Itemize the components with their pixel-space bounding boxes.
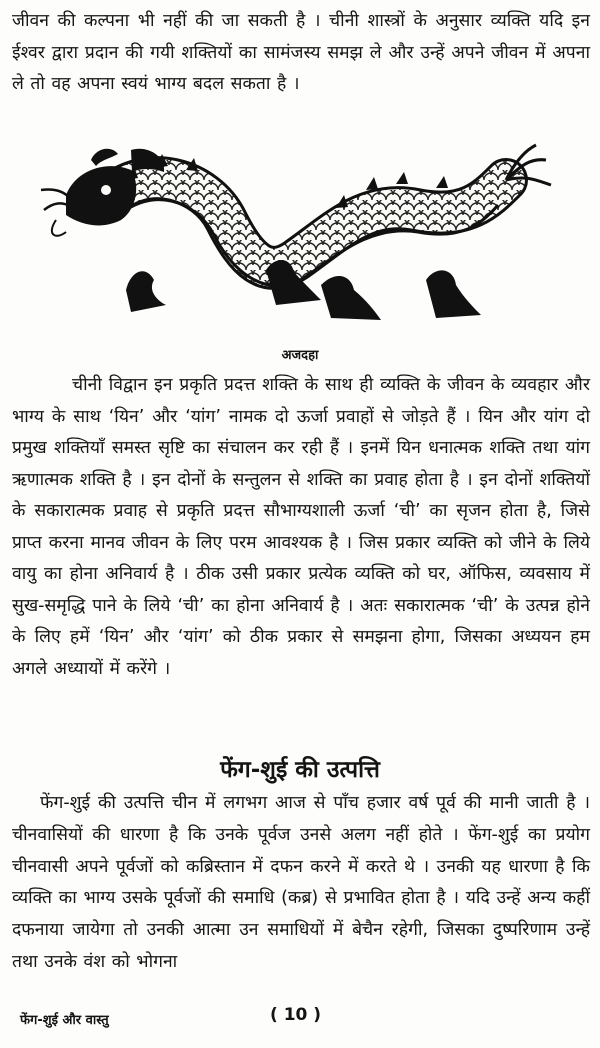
- illustration-caption: अजदहा: [281, 348, 319, 363]
- section-heading: फेंग-शुई की उत्पत्ति: [220, 757, 380, 783]
- section-paragraph: फेंग-शुई की उत्पत्ति चीन में लगभग आज से पाँच हजार वर्ष पूर्व की मानी जाती है । चीनवासियों की धारणा है कि उनके पूर्वज उनसे अलग नहीं होते । फेंग-शुई का प्रयोग चीनवासी अपने पूर्वजों को कब्रिस्तान में दफन करने में करते थे । उनकी यह धारणा है कि व्यक्ति का भाग्य उसके पूर्वजों की समाधि (कब्र) से प्रभावित होता है । यदि उन्हें अन्य कहीं दफनाया जायेगा तो उनकी आत्मा उन समाधियों में बेचैन रहेगी, जिसका दुष्परिणाम उन्हें तथा उनके वंश को भोगना: [12, 793, 590, 972]
- dragon-illustration-icon: [36, 140, 556, 340]
- page-number: ( 10 ): [270, 1005, 322, 1025]
- intro-paragraph: जीवन की कल्पना भी नहीं की जा सकती है । चीनी शास्त्रों के अनुसार व्यक्ति यदि इन ईश्वर द्वारा प्रदान की गयी शक्तियों का सामंजस्य समझ ले और उन्हें अपने जीवन में अपना ले तो वह अपना स्वयं भाग्य बदल सकता है ।: [12, 11, 590, 94]
- body-paragraph: चीनी विद्वान इन प्रकृति प्रदत्त शक्ति के साथ ही व्यक्ति के जीवन के व्यवहार और भाग्य के साथ ‘यिन’ और ‘यांग’ नामक दो ऊर्जा प्रवाहों से जोड़ते हैं । यिन और यांग दो प्रमुख शक्तियाँ समस्त सृष्टि का संचालन कर रही हैं । इनमें यिन धनात्मक शक्ति तथा यांग ऋणात्मक शक्ति है । इन दोनों के सन्तुलन से शक्ति का प्रवाह होता है । इन दोनों शक्तियों के सकारात्मक प्रवाह से प्रकृति प्रदत्त सौभाग्यशाली ऊर्जा ‘ची’ का सृजन होता है, जिसे प्राप्त करना मानव जीवन के लिए परम आवश्यक है । जिस प्रकार व्यक्ति को जीने के लिये वायु का होना अनिवार्य है । ठीक उसी प्रकार प्रत्येक व्यक्ति को घर, ऑफिस, व्यवसाय में सुख-समृद्धि पाने के लिये ‘ची’ का होना अनिवार्य है । अतः सकारात्मक ‘ची’ के उत्पन्न होने के लिए हमें ‘यिन’ और ‘यांग’ को ठीक प्रकार से समझना होगा, जिसका अध्ययन हम अगले अध्यायों में करेंगे ।: [12, 375, 590, 679]
- footer-book-title: फेंग-शुई और वास्तु: [20, 1013, 109, 1028]
